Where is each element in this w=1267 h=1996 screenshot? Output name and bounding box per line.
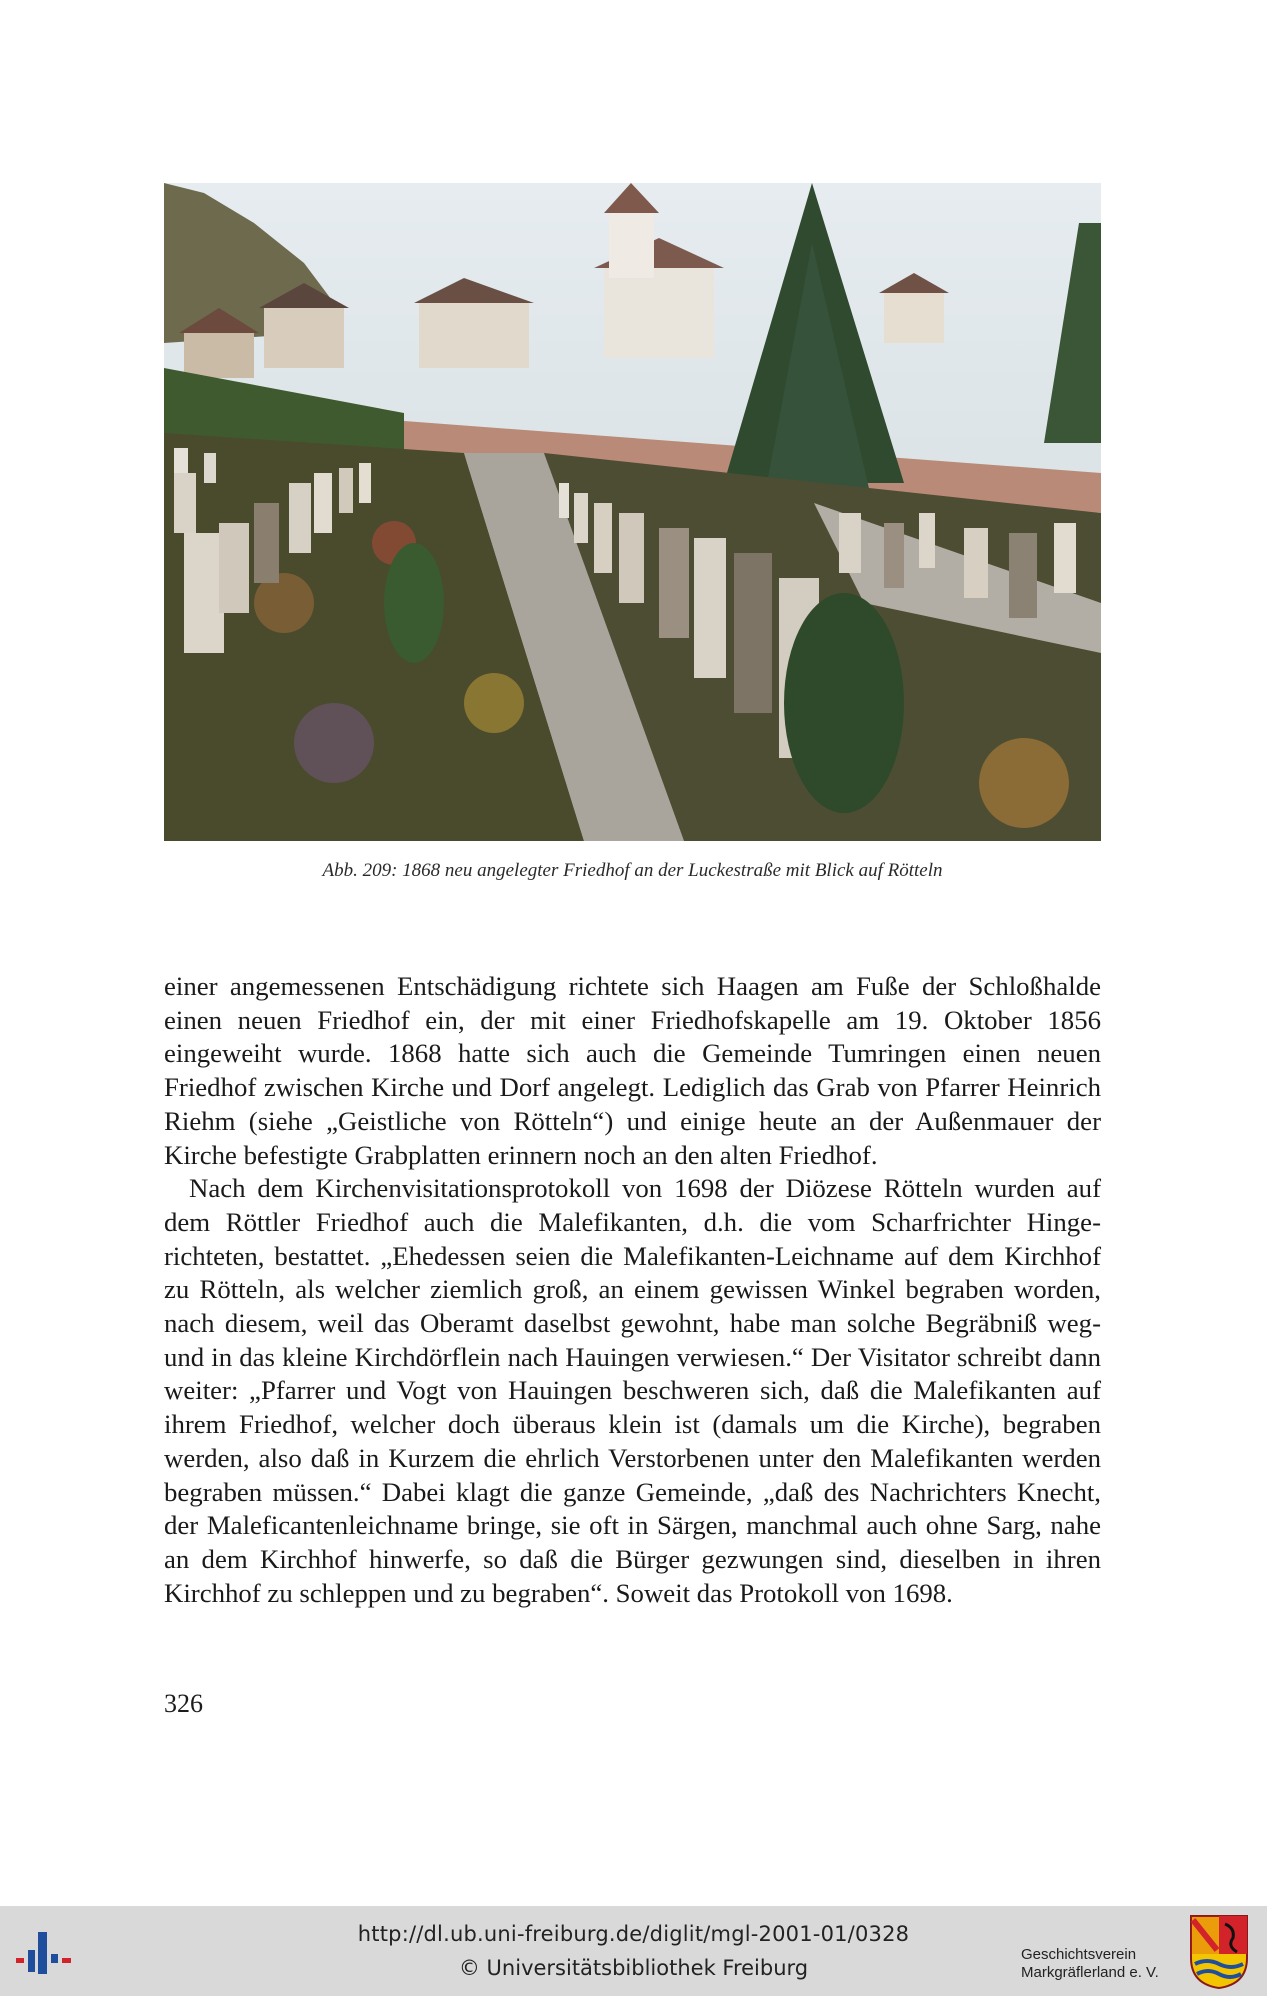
society-line-2: Markgräflerland e. V.	[1021, 1964, 1159, 1981]
cemetery-photo-illustration	[164, 183, 1101, 841]
page-number: 326	[164, 1689, 203, 1718]
footer-bar	[0, 1906, 1267, 1996]
society-line-1: Geschichtsverein	[1021, 1946, 1137, 1963]
footer-url-link[interactable]: http://dl.ub.uni-freiburg.de/diglit/mgl-2001-01/0328	[357, 1922, 910, 1946]
footer-copyright: © Universitätsbibliothek Freiburg	[458, 1956, 809, 1980]
society-name	[1021, 1946, 1159, 1982]
coat-of-arms-icon	[1189, 1914, 1249, 1990]
figure-caption: Abb. 209: 1868 neu angelegter Friedhof an der Luckestraße mit Blick auf Rötteln	[322, 860, 943, 881]
paragraph-1: einer angemessenen Entschädigung richtete sich Haagen am Fuße der Schloßhalde einen neuen Friedhof ein, der mit einer Friedhofskapelle am 19. Oktober 1856 eingeweiht wurde. 1868 hatte sich auch die Gemeinde Tumringen einen neuen Friedhof zwischen Kirche und Dorf angelegt. Lediglich das Grab von Pfarrer Heinrich Riehm (siehe „Geistliche von Rötteln“) und einige heute an der Außenmauer der Kirche befestigte Grabplatten erinnern noch an den alten Friedhof.	[164, 971, 1101, 1170]
body-text	[164, 970, 1101, 1610]
paragraph-2: Nach dem Kirchenvisitationsprotokoll von 1698 der Diözese Rötteln wurden auf dem Röttler Friedhof auch die Malefikanten, d.h. die vom Scharfrichter Hingerichteten, bestattet. „Ehedessen seien die Malefikanten-Leichname auf dem Kirchhof zu Rötteln, als welcher ziemlich groß, an einem gewissen Winkel begraben worden, nach diesem, weil das Oberamt daselbst gewohnt, habe man solche Begräbniß weg- und in das kleine Kirchdörflein nach Hauingen verwiesen.“ Der Visitator schreibt dann weiter: „Pfarrer und Vogt von Hauingen beschweren sich, daß die Malefikanten auf ihrem Friedhof, welcher doch überaus klein ist (damals um die Kirche), begraben werden, also daß in Kurzem die ehrlich Verstorbenen unter den Malefikanten werden begraben müssen.“ Dabei klagt die ganze Gemeinde, „daß des Nachrichters Knecht, der Maleficantenleichname bringe, sie oft in Särgen, manchmal auch ohne Sarg, nahe an dem Kirchhof hinwerfe, so daß die Bürger gezwungen sind, dieselben in ihren Kirchhof zu schleppen und zu begraben“. Soweit das Protokoll von 1698.	[164, 1173, 1101, 1608]
cemetery-photo	[164, 183, 1101, 841]
